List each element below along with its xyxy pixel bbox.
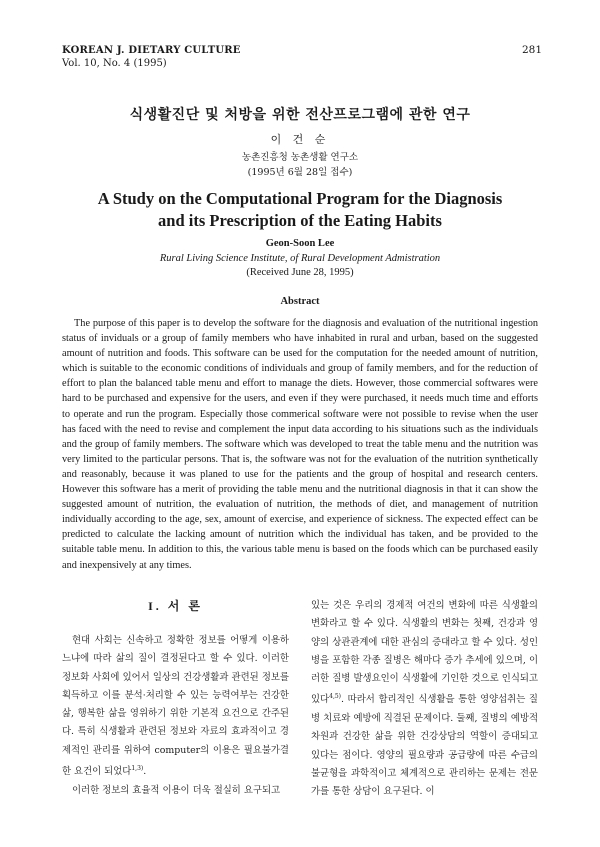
english-title — [0, 188, 600, 232]
english-author: Geon-Soon Lee — [265, 238, 335, 249]
journal-volume: Vol. 10, No. 4 (1995) — [62, 58, 167, 69]
korean-author: 이 건 순 — [270, 133, 330, 146]
body-paragraph — [311, 597, 538, 801]
journal-info — [62, 44, 241, 70]
body-text: . — [143, 766, 147, 778]
english-received-date: (Received June 28, 1995) — [246, 267, 354, 278]
body-text: 현대 사회는 신속하고 정확한 정보를 어떻게 이용하느냐에 따라 삶의 질이 결정된다고 할 수 있다. 이러한 정보화 사회에 있어서 일상의 건강생활과 관련된 정보를 획득하고 이를 분석·처리할 수 있는 능력여부는 건강한 삶, 행복한 삶을 영위하기 위한 기본적 요건으로 간주된다. 특히 식생활과 관련된 정보와 자료의 효과적이고 경제적인 관리를 위하여 computer의 이용은 필요불가결한 요건이 되었다 — [62, 635, 289, 778]
citation: 1,3) — [131, 765, 144, 773]
korean-title: 식생활진단 및 처방을 위한 전산프로그램에 관한 연구 — [129, 107, 471, 123]
citation: 4,5) — [329, 693, 342, 701]
journal-name: KOREAN J. DIETARY CULTURE — [62, 45, 241, 56]
body-paragraph: 이러한 정보의 효율적 이용이 더욱 절실히 요구되고 — [72, 784, 281, 796]
korean-affiliation: 농촌진흥청 농촌생활 연구소 — [241, 152, 359, 163]
korean-received-date: (1995년 6월 28일 접수) — [247, 167, 353, 178]
right-column — [311, 597, 538, 801]
body-paragraph — [62, 632, 289, 782]
section-heading: I. 서 론 — [148, 599, 203, 613]
english-title-line1: A Study on the Computational Program for the Diagnosis — [97, 189, 503, 208]
english-title-line2: and its Prescription of the Eating Habits — [158, 211, 442, 230]
page-number: 281 — [521, 44, 542, 56]
body-text: 있는 것은 우리의 경제적 여건의 변화에 따른 식생활의 변화라고 할 수 있다. 식생활의 변화는 첫째, 건강과 영양의 상관관계에 대한 관심의 증대라고 할 수 있다. 성인병을 포함한 각종 질병은 해마다 증가 추세에 있으며, 이러한 질병 발생요인이 식생활에 기인한 것으로 인식되고 있다 — [311, 600, 538, 706]
body-text: . 따라서 합리적인 식생활을 통한 영양섭취는 질병 치료와 예방에 직결된 문제이다. 둘째, 질병의 예방적 차원과 건강한 삶을 위한 건강상담의 역할이 증대되고 있다는 점이다. 영양의 필요량과 공급량에 따른 수급의 불균형을 과학적이고 체계적으로 관리하는 문제는 전문가를 통한 상담이 요구된다. 이 — [311, 694, 538, 798]
english-affiliation: Rural Living Science Institute, of Rural Development Admistration — [159, 253, 441, 264]
left-column — [62, 632, 289, 800]
abstract-heading: Abstract — [280, 296, 320, 307]
abstract-text: The purpose of this paper is to develop the software for the diagnosis and evaluation of the nutritional ingestion status of inviduals or a group of family members who have inhabited in rural and urban, based on the suggested amount of nutrition and foods. This software can be used for the computation for the needed amount of nutrition, which is suitable to the economic conditions of individuals and group of family members, and for the reduction of effort to plan the balanced table menu and effort to manage the diets. However, those commercial softwares were hard to be purchased and expensive for the users, and even if they were purchased, it needs much time and efforts to operate and run the program. Especially those commerical software were not possible to revise when the user has faced with the need to revise and complement the input data according to his situations such as the individuals and the group of family members. The software which was developed to treat the table menu and the nutrition was very limited to the particular persons. That is, the software was not for the evaluation of the nutrition synthetically and reasonably, because it was planed to use for the patients and the group of hospital and research centers. However this software has a merit of providing the table menu and the nutritional diagnosis in that it can show the suggested amount of nutrition, the evaluation of nutrition, the methods of diet, and management of nutrition individually according to the age, sex, amount of exercise, and experience of sickness. The expected effect can be predicted to calculate the lacking amount of nutrition which the individual has taken, and be provided to the suitable table menu. In addition to this, the various table menu is based on the foods which can be purchased easily and inexpensively at any times. — [62, 318, 538, 571]
